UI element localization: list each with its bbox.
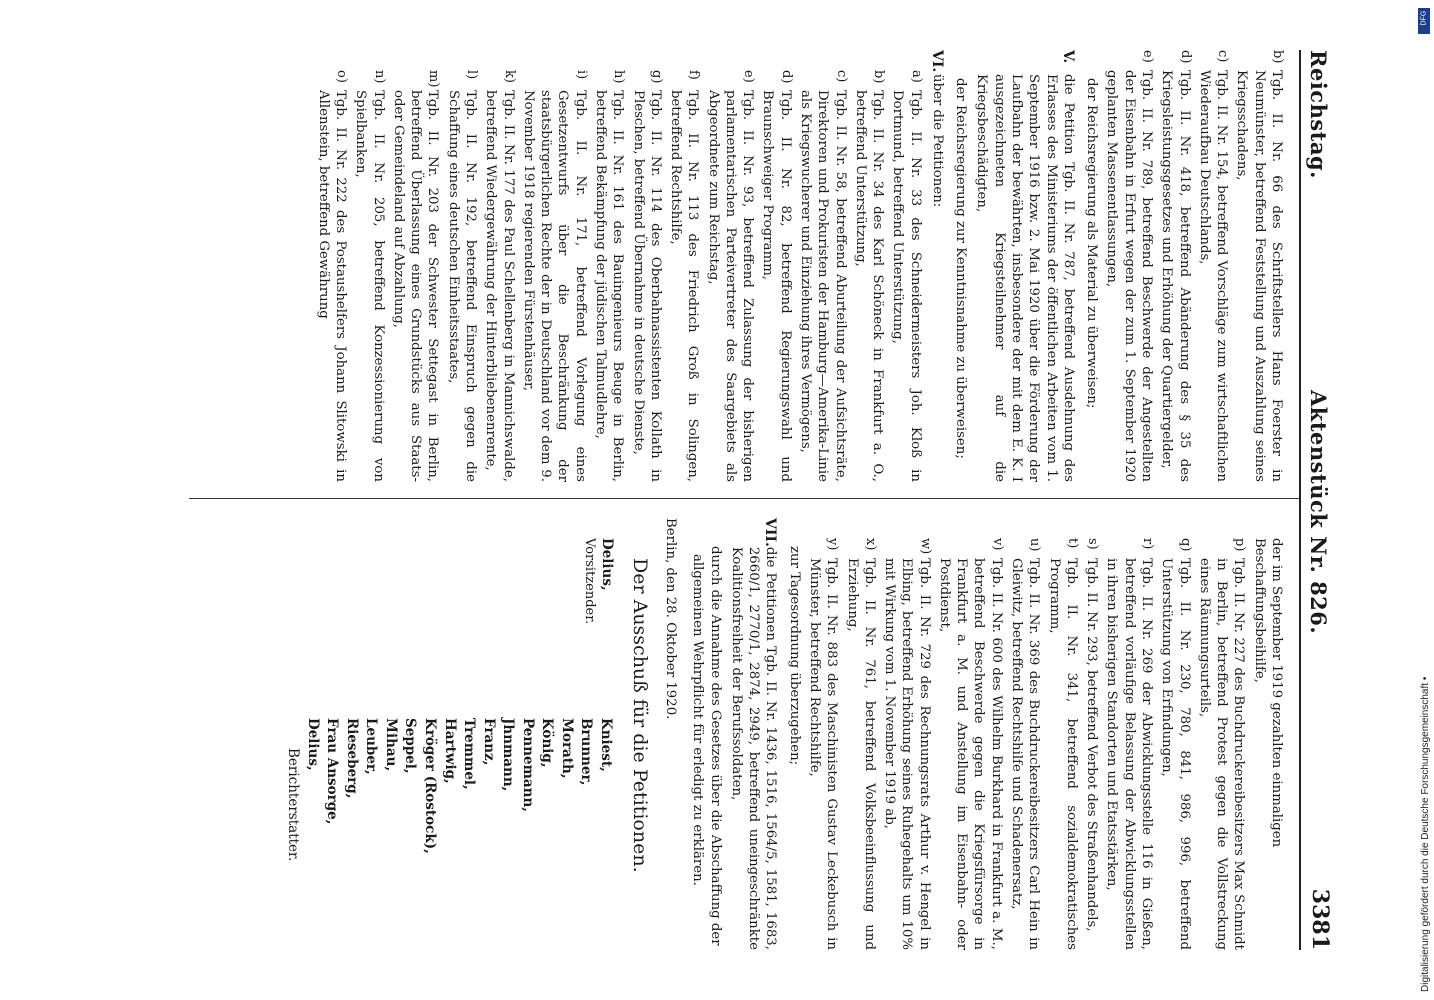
item-label: o) xyxy=(334,70,350,83)
item-text: Tgb. II. Nr. 171, betreffend Vorlegung eines Gesetzentwurfs über die Beschränkung der staatsbürgerlichen Rechte der in Deutschland vor dem 9. November 1918 regierenden Fürstenhäuser, xyxy=(520,90,588,482)
left-column xyxy=(311,50,1285,482)
item-label: e) xyxy=(1140,50,1156,63)
item-text: Tgb. II. Nr. 369 des Buchdruckereibesitzers Carl Hein in Gleiwitz, betreffend Rechtshilfe und Schadenersatz, xyxy=(1009,558,1042,950)
list-item xyxy=(1233,50,1285,482)
item-label: c) xyxy=(833,70,849,83)
list-item xyxy=(936,538,1005,950)
item-label: k) xyxy=(501,70,517,83)
petition-list xyxy=(314,70,923,482)
item-text: Tgb. II. Nr. 192, betreffend Einspruch gegen die Schaffung eines deutschen Einheitsstaates, xyxy=(445,90,478,482)
member-name: Brunner, xyxy=(578,718,595,786)
header-rule xyxy=(1299,50,1301,950)
item-label: x) xyxy=(862,538,878,551)
list-item xyxy=(704,70,756,482)
item-text: Tgb. II. Nr. 58, betreffend Aburteilung der Aufsichtsräte, Direktoren und Prokuristen der Hamburg—Amerika-Linie als Kriegswucherer und Einziehung ihres Vermögens, xyxy=(798,90,848,482)
item-text: Tgb. II. Nr. 341, betreffend sozialdemokratisches Programm, xyxy=(1046,558,1079,950)
item-text: Tgb. II. Nr. 222 des Postaushelfers Johann Slitowski in Allenstein, betreffend Gewährung xyxy=(315,90,349,482)
list-item xyxy=(444,70,479,482)
item-label: a) xyxy=(908,70,924,83)
member-name: Leuber, xyxy=(363,718,380,775)
item-label: m) xyxy=(426,70,442,88)
header-reichstag: Reichstag. xyxy=(1306,50,1331,179)
chairman-name: Delius, xyxy=(599,538,616,591)
section-v xyxy=(973,50,1077,482)
resolution-note: zur Tagesordnung überzugehen; xyxy=(786,546,802,766)
item-label: i) xyxy=(573,70,589,80)
chairman-role: Vorsitzender. xyxy=(582,538,598,625)
list-item xyxy=(1103,50,1155,482)
list-item xyxy=(1103,538,1155,950)
member-name: König, xyxy=(539,718,556,768)
item-text: Tgb. II. Nr. 205, betreffend Konzessionierung von Spielbanken, xyxy=(353,90,386,482)
item-label: p) xyxy=(1232,538,1248,552)
continuation-text: der im September 1919 gezahlten einmaligen Beschaffungsbeihilfe, xyxy=(1251,538,1284,848)
list-item xyxy=(592,70,627,482)
item-label: d) xyxy=(778,70,794,84)
list-item xyxy=(1008,538,1043,950)
resolution-note: der Reichsregierung zur Kenntnisnahme zu überweisen; xyxy=(953,78,969,459)
list-item xyxy=(520,70,589,482)
list-item xyxy=(852,70,887,482)
list-item xyxy=(1196,50,1231,482)
item-text: Tgb. II. Nr. 82, betreffend Regierungswahl und Braunschweiger Programm, xyxy=(760,90,793,482)
item-text: Tgb. II. Nr. 34 des Karl Schöneck in Frankfurt a. O., betreffend Unterstützung, xyxy=(852,90,886,482)
list-item xyxy=(806,538,841,950)
section-label: VI. xyxy=(928,50,945,73)
item-label: q) xyxy=(1177,538,1193,552)
document-page xyxy=(87,20,1347,980)
digitization-note xyxy=(1420,0,1434,1000)
item-label: s) xyxy=(1085,538,1101,550)
committee-title: Der Ausschuß für die Petitionen. xyxy=(628,558,651,873)
section-label: V. xyxy=(1059,50,1076,64)
item-text: Tgb. II. Nr. 418, betreffend Abänderung des § 35 des Kriegsleistungsgesetzes und Erhöhung der Quartiergelder, xyxy=(1159,70,1192,482)
logo-text: DFG xyxy=(1420,10,1428,26)
item-text: Tgb. II. Nr. 93, betreffend Zulassung der bisherigen parlamentarischen Parteivertreter des Saargebiets als Abgeordnete zum Reichstag, xyxy=(705,90,756,482)
member-name: Kröger (Rostock), xyxy=(421,718,438,854)
section-text: die Petition Tgb. II. Nr. 787, betreffend Ausdehnung des Erlasses des Ministeriums der öffentlichen Arbeiten vom 1. September 1916 bzw. 2. Mai 1920 über die Förderung der Laufbahn der bewährten, insbesondere der mit dem E. K. I ausgezeichneten Kriegsteilnehmer auf die Kriegsbeschädigten, xyxy=(974,74,1076,482)
column-divider xyxy=(189,498,1299,499)
item-label: c) xyxy=(1215,50,1231,63)
list-item xyxy=(352,70,387,482)
item-text: Tgb. II. Nr. 789, betreffend Beschwerde der Angestellten der Eisenbahn in Erfurt wegen der zum 1. September 1920 geplanten Massenentlassungen, xyxy=(1104,70,1155,482)
item-label: w) xyxy=(917,538,933,555)
committee-members xyxy=(282,718,615,950)
item-label: g) xyxy=(648,70,664,84)
item-label: u) xyxy=(1027,538,1043,552)
digitization-note-text: Digitalisierung gefördert durch die Deutsche Forschungsgemeinschaft • xyxy=(1420,676,1431,992)
item-label: d) xyxy=(1177,50,1193,64)
member-name: Morath, xyxy=(558,718,575,779)
item-text: Tgb. II. Nr. 729 des Rechnungsrats Arthur v. Hengel in Elbing, betreffend Erhöhung seines Ruhegehalts um 10% mit Wirkung vom 1. November 1919 ab, xyxy=(882,558,932,950)
list-item xyxy=(889,70,924,482)
item-label: y) xyxy=(825,538,841,551)
item-text: Tgb. II. Nr. 113 des Friedrich Groß in Solingen, betreffend Rechtshilfe, xyxy=(668,90,701,482)
place-date: Berlin, den 28. Oktober 1920. xyxy=(663,518,678,720)
item-text: Tgb. II. Nr. 177 des Paul Schellenberg in Mannichswalde, betreffend Wiedergewährung der Hinterbliebenenrente, xyxy=(483,90,516,482)
item-text: Tgb. II. Nr. 227 des Buchdruckereibesitzers Max Schmidt in Berlin, betreffend Protest gegen die Vollstreckung eines Räumungsurteils, xyxy=(1196,558,1247,950)
member-name: Mihau, xyxy=(382,718,399,772)
reporter-role: Berichterstatter. xyxy=(285,748,302,862)
item-text: Tgb. II. Nr. 761, betreffend Volksbeeinflussung und Erziehung, xyxy=(844,558,877,950)
member-name: Pennemann, xyxy=(519,718,536,812)
item-text: Tgb. II. Nr. 230, 780, 841, 986, 996, betreffend Unterstützung von Erfindungen, xyxy=(1159,558,1192,950)
item-label: f) xyxy=(686,70,702,80)
list-item xyxy=(881,538,933,950)
item-label: t) xyxy=(1064,538,1080,549)
item-text: Tgb. II. Nr. 66 des Schriftstellers Hans Foerster in Neumünster, betreffend Feststellung und Auszahlung seines Kriegsschadens, xyxy=(1234,70,1284,482)
item-label: r) xyxy=(1140,538,1156,550)
list-item xyxy=(1158,50,1193,482)
item-label: b) xyxy=(871,70,887,84)
member-name: Franz, xyxy=(480,718,497,766)
item-label: n) xyxy=(371,70,387,84)
item-text: Tgb. II. Nr. 114 des Oberbahnassistenten Kollath in Pleschen, betreffend Übernahme in deutsche Dienste, xyxy=(630,90,663,482)
list-item xyxy=(629,70,664,482)
item-text: Tgb. II. Nr. 600 des Wilhelm Burkhard in Frankfurt a. M., betreffend Beschwerde gegen die Kriegsfürsorge in Frankfurt a. M. und Anstellung im Eisenbahn- oder Postdienst, xyxy=(936,558,1004,950)
header-aktenstueck: Aktenstück Nr. 826. xyxy=(1306,390,1331,635)
page-header xyxy=(1305,50,1335,950)
page-number: 3381 xyxy=(1307,888,1333,950)
item-text: Tgb. II. Nr. 154, betreffend Vorschläge zum wirtschaftlichen Wiederaufbau Deutschlands, xyxy=(1196,70,1230,482)
member-name: Seppel, xyxy=(402,718,419,774)
list-item xyxy=(759,70,794,482)
list-item xyxy=(1158,538,1193,950)
item-text: Tgb. II. Nr. 293, betreffend Verbot des Straßenhandels, xyxy=(1084,558,1100,932)
item-label: v) xyxy=(989,538,1005,551)
list-item xyxy=(482,70,517,482)
member-name: Delius, xyxy=(304,718,321,771)
item-text: Tgb. II. Nr. 883 des Maschinisten Gustav Leckebusch in Münster, betreffend Rechtshilfe, xyxy=(806,558,840,950)
list-item xyxy=(1083,538,1100,950)
item-label: l) xyxy=(464,70,479,80)
petition-list xyxy=(806,538,1248,950)
resolution-note: durch die Annahme des Gesetzes über die Abschaffung der allgemeinen Wehrpflicht für erledigt zu erklären. xyxy=(690,546,723,946)
section-label: VII. xyxy=(762,518,779,547)
member-name: Rieseberg, xyxy=(343,718,360,799)
right-column xyxy=(282,518,1285,950)
item-label: b) xyxy=(1270,50,1285,64)
item-text: Tgb. II. Nr. 203 der Schwester Settegast in Berlin, betreffend Überlassung eines Grundstücks aus Staats- oder Gemeindeland auf Abzahlung, xyxy=(390,90,441,482)
member-name: Kniest, xyxy=(598,718,615,772)
item-text: Tgb. II. Nr. 161 des Bauingenieurs Beuge in Berlin, betreffend Bekämpfung der jüdischen Talmudlehre, xyxy=(592,90,626,482)
list-item xyxy=(390,70,442,482)
resolution-note: der Reichsregierung als Material zu überweisen; xyxy=(1084,78,1100,409)
section-vii xyxy=(728,518,780,950)
chairman xyxy=(581,538,615,624)
member-name: Frau Ansorge, xyxy=(324,718,341,825)
list-item xyxy=(843,538,878,950)
list-item xyxy=(797,70,849,482)
item-label: e) xyxy=(741,70,757,83)
member-name: Hartwig, xyxy=(441,718,458,784)
item-label: h) xyxy=(611,70,627,84)
member-name: Jhnmann, xyxy=(500,718,517,792)
section-text: die Petitionen Tgb. II. Nr. 1436, 1516, 1564/5, 1581, 1683, 2660/1, 2770/1, 2874, 2949, betreffend uneingeschränkte Koalitionsfreiheit der Berufssoldaten, xyxy=(728,546,779,950)
list-item xyxy=(667,70,702,482)
section-vi xyxy=(928,50,946,482)
item-text: Tgb. II. Nr. 33 des Schneidermeisters Joh. Kloß in Dortmund, betreffend Unterstützung, xyxy=(890,90,923,482)
member-name: Tremmel, xyxy=(461,718,478,790)
item-text: Tgb. II. Nr. 269 der Abwicklungsstelle 116 in Gießen, betreffend vorläufige Belassung der Abwicklungsstellen in ihren bisherigen Standorten und Etatsstärken, xyxy=(1104,558,1155,950)
list-item xyxy=(1045,538,1080,950)
section-text: über die Petitionen: xyxy=(929,74,945,208)
list-item xyxy=(1196,538,1248,950)
list-item xyxy=(314,70,349,482)
